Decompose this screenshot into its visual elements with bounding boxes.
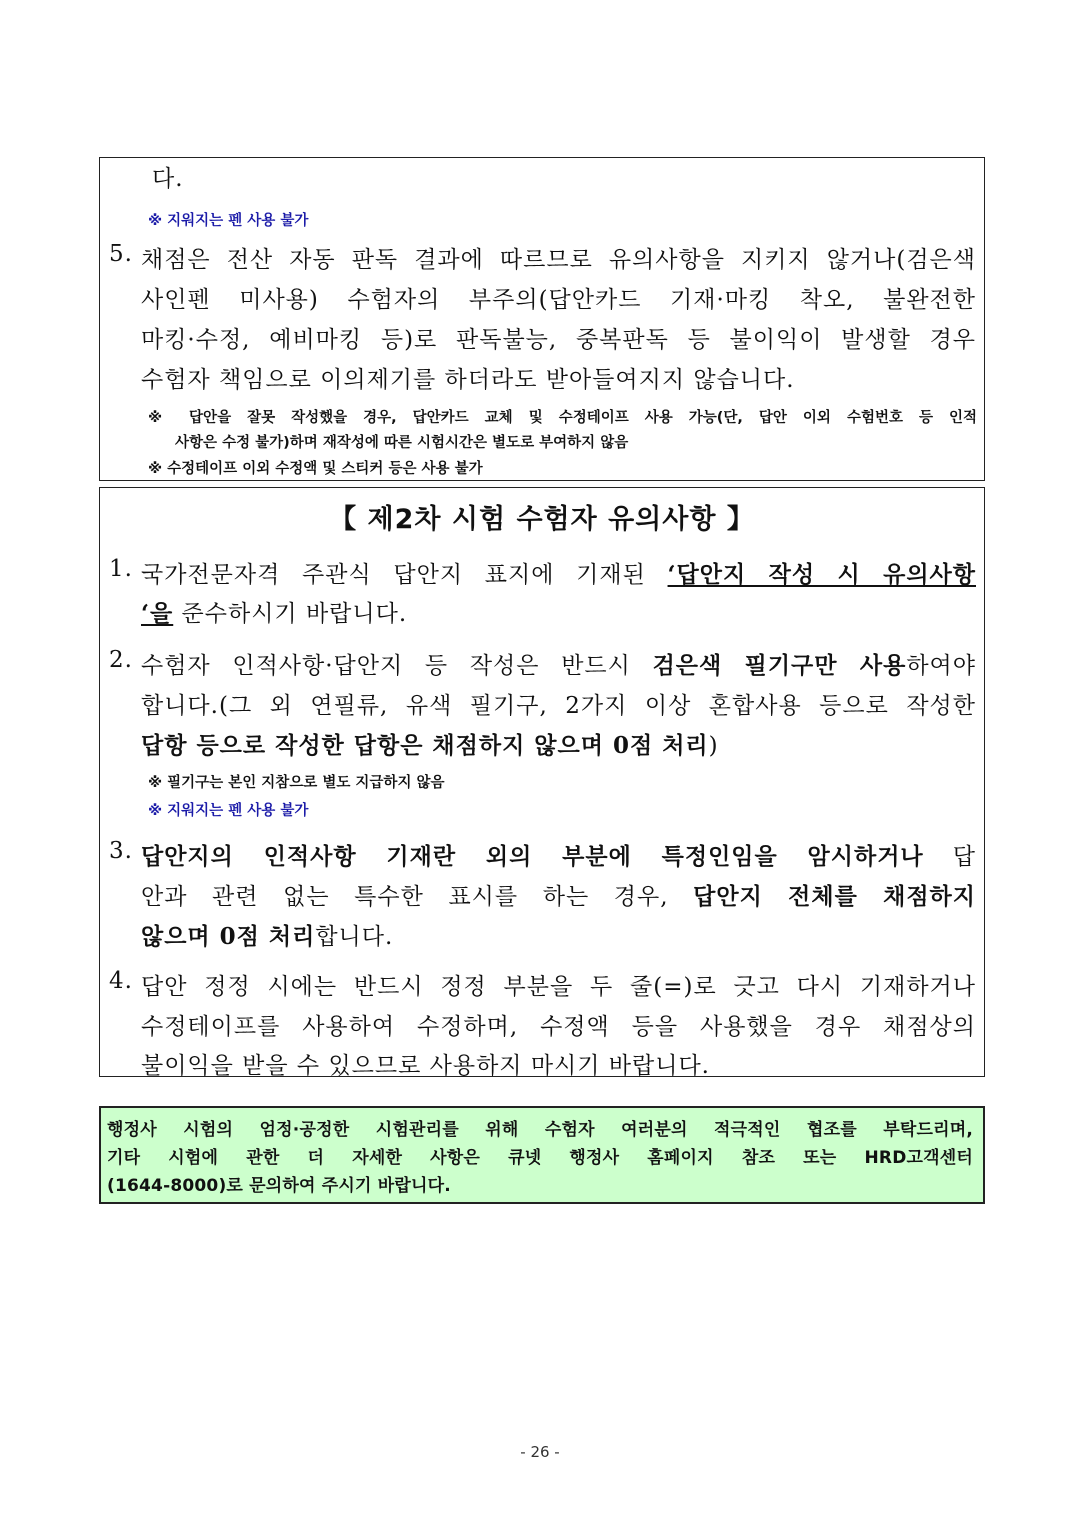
page-number: - 26 - <box>520 1443 560 1461</box>
contact-notice-box <box>99 1106 985 1204</box>
note-card-replace-1: ※ 답안을 잘못 작성했을 경우, 답안카드 교체 및 수정테이프 사용 가능(단, 답안 이외 수험번호 등 인적 <box>148 410 977 426</box>
item-number: 3. <box>109 838 133 864</box>
note-erasable-pen: ※ 지워지는 펜 사용 불가 <box>148 213 309 229</box>
notice-box-continued <box>99 157 985 481</box>
item5-line-1: 채점은 전산 자동 판독 결과에 따르므로 유의사항을 지키지 않거나(검은색 <box>141 247 976 273</box>
notice-line-3: (1644-8000)로 문의하여 주시기 바랍니다. <box>107 1176 451 1196</box>
item1-line-1: 국가전문자격 주관식 답안지 표지에 기재된 ‘답안지 작성 시 유의사항 <box>141 561 976 588</box>
item5-line-2: 사인펜 미사용) 수험자의 부주의(답안카드 기재·마킹 착오, 불완전한 <box>141 287 976 313</box>
note-card-replace-2: 사항은 수정 불가)하며 재작성에 따른 시험시간은 별도로 부여하지 않음 <box>175 435 629 451</box>
item2-line-3: 답항 등으로 작성한 답항은 채점하지 않으며 0점 처리) <box>141 732 719 759</box>
item-number: 4. <box>109 968 133 994</box>
notice-line-1: 행정사 시험의 엄정·공정한 시험관리를 위해 수험자 여러분의 적극적인 협조를 부탁드리며, <box>107 1120 973 1140</box>
item5-line-4: 수험자 책임으로 이의제기를 하더라도 받아들여지지 않습니다. <box>141 367 795 393</box>
item-number: 2. <box>109 647 133 673</box>
item4-line-1: 답안 정정 시에는 반드시 정정 부분을 두 줄(=)로 긋고 다시 기재하거나 <box>141 974 976 1000</box>
item3-line-3: 않으며 0점 처리합니다. <box>141 923 394 950</box>
second-exam-notice-box <box>99 487 985 1077</box>
item3-line-1: 답안지의 인적사항 기재란 외의 부분에 특정인임을 암시하거나 답 <box>141 843 976 870</box>
item2-line-1: 수험자 인적사항·답안지 등 작성은 반드시 검은색 필기구만 사용하여야 <box>141 652 976 679</box>
item4-line-3: 불이익을 받을 수 있으므로 사용하지 마시기 바랍니다. <box>141 1053 710 1079</box>
item5-line-3: 마킹·수정, 예비마킹 등)로 판독불능, 중복판독 등 불이익이 발생할 경우 <box>141 327 976 353</box>
item-number: 1. <box>109 556 133 582</box>
notice-line-2: 기타 시험에 관한 더 자세한 사항은 큐넷 행정사 홈페이지 참조 또는 HRD고객센터 <box>107 1148 973 1168</box>
item-number: 5. <box>109 241 133 267</box>
item3-line-2: 안과 관련 없는 특수한 표시를 하는 경우, 답안지 전체를 채점하지 <box>141 883 976 910</box>
section-title: 【 제2차 시험 수험자 유의사항 】 <box>329 504 755 535</box>
item1-line-2: ‘을 준수하시기 바랍니다. <box>141 600 408 627</box>
note-own-pen: ※ 필기구는 본인 지참으로 별도 지급하지 않음 <box>148 775 445 791</box>
item4-line-2: 수정테이프를 사용하여 수정하며, 수정액 등을 사용했을 경우 채점상의 <box>141 1014 976 1040</box>
continued-text: 다. <box>152 166 184 192</box>
item2-line-2: 합니다.(그 외 연필류, 유색 필기구, 2가지 이상 혼합사용 등으로 작성한 <box>141 693 976 719</box>
note-erasable-pen: ※ 지워지는 펜 사용 불가 <box>148 803 309 819</box>
note-correction-tape: ※ 수정테이프 이외 수정액 및 스티커 등은 사용 불가 <box>148 461 483 477</box>
